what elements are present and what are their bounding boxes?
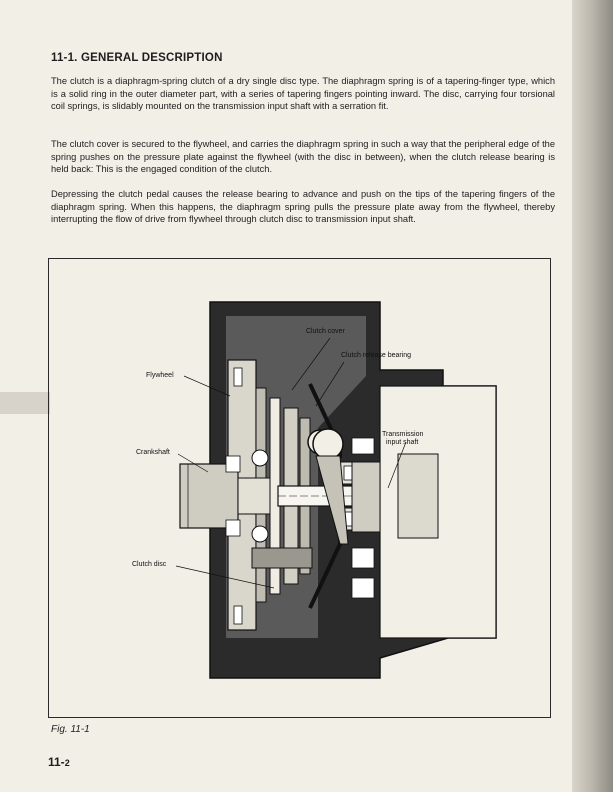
paragraph-2: The clutch cover is secured to the flywheel, and carries the diaphragm spring in such a way that the peripheral edge of the spring pushes on the pressure plate against the flywheel (with the disc in between), when the clutch release bearing is held back: This is the engaged condition of the clutch.: [51, 139, 555, 175]
page-number: [48, 755, 70, 769]
paragraph-1: The clutch is a diaphragm-spring clutch of a dry single disc type. The diaphragm spring is of a tapering-finger type, which is a solid ring in the outer diameter part, with a series of tapering fingers pointing inward. The disc, carrying four torsional coil springs, is slidably mounted on the transmission input shaft with a serration fit.: [51, 76, 555, 112]
label-clutch-release-bearing: Clutch release bearing: [341, 352, 412, 359]
page-number-main: 11-: [48, 755, 65, 769]
figure-caption: Fig. 11-1: [51, 724, 90, 735]
clutch-cross-section-drawing: [48, 258, 551, 718]
label-clutch-disc: Clutch disc: [132, 561, 167, 568]
section-title: 11-1. GENERAL DESCRIPTION: [51, 52, 223, 64]
label-crankshaft: Crankshaft: [136, 449, 170, 456]
label-transmission-line2: input shaft: [386, 439, 419, 446]
label-flywheel: Flywheel: [146, 372, 174, 379]
label-clutch-cover: Clutch cover: [306, 328, 345, 335]
paragraph-3: Depressing the clutch pedal causes the release bearing to advance and push on the tips of the tapering fingers of the diaphragm spring. When this happens, the diaphragm spring pulls the pressure plate away from the flywheel, thereby interrupting the flow of drive from flywheel through clutch disc to transmission input shaft.: [51, 189, 555, 225]
page-number-sub: 2: [64, 758, 70, 768]
chapter-tab-marker: [0, 392, 50, 414]
label-transmission-line1: Transmission: [382, 431, 424, 438]
book-spine-shadow: [572, 0, 613, 792]
